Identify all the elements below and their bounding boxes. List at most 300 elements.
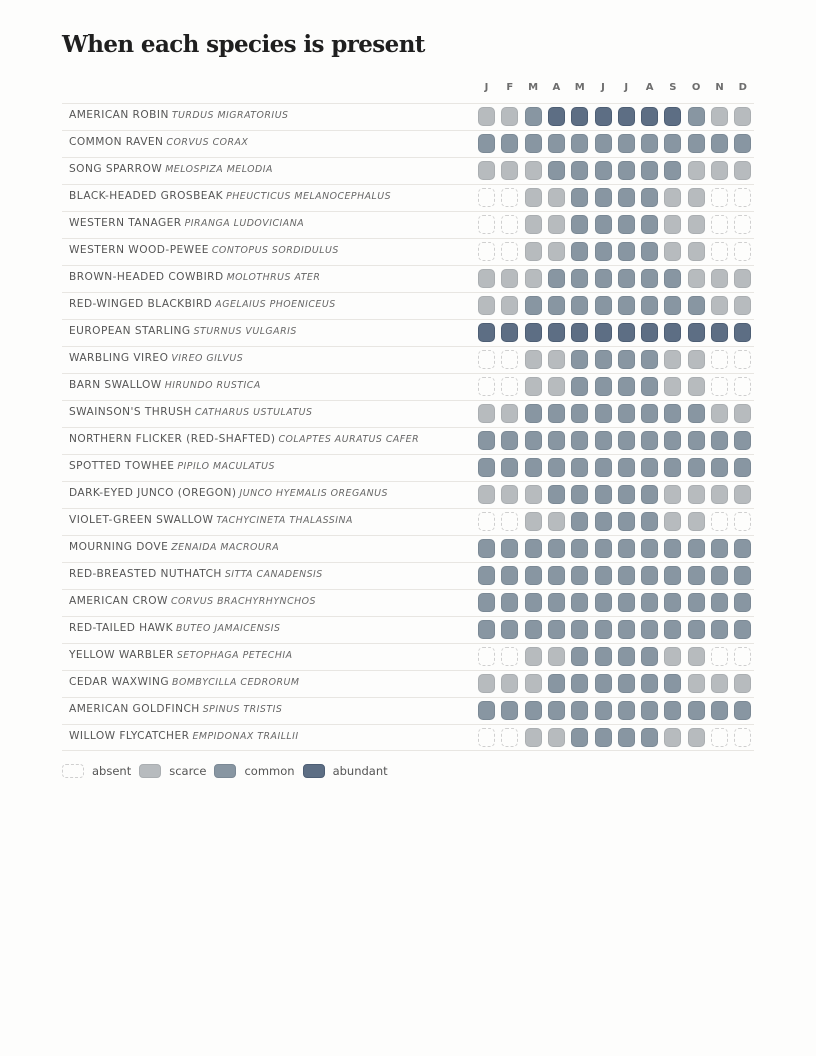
species-common-name: AMERICAN CROW <box>69 595 168 607</box>
month-label: M <box>574 82 585 93</box>
presence-cell <box>571 647 588 666</box>
presence-cell <box>641 485 658 504</box>
presence-cell <box>571 323 588 342</box>
presence-cell <box>525 431 542 450</box>
species-label <box>69 541 279 553</box>
presence-cell <box>688 701 705 720</box>
presence-cell <box>548 323 565 342</box>
presence-cell <box>734 350 751 369</box>
presence-cell <box>548 296 565 315</box>
presence-cell <box>618 431 635 450</box>
presence-cell <box>548 458 565 477</box>
presence-cell <box>734 620 751 639</box>
species-common-name: DARK-EYED JUNCO (OREGON) <box>69 487 237 499</box>
species-common-name: BROWN-HEADED COWBIRD <box>69 271 224 283</box>
species-row <box>62 292 754 319</box>
presence-cell <box>618 620 635 639</box>
presence-cell <box>641 134 658 153</box>
presence-cell <box>571 728 588 747</box>
presence-cell <box>525 269 542 288</box>
presence-cell <box>501 512 518 531</box>
species-latin-name: SETOPHAGA PETECHIA <box>176 650 293 661</box>
presence-cell <box>571 404 588 423</box>
species-common-name: WESTERN WOOD-PEWEE <box>69 244 209 256</box>
presence-cell <box>734 107 751 126</box>
presence-cell <box>595 215 612 234</box>
presence-cell <box>595 350 612 369</box>
presence-cell <box>571 215 588 234</box>
species-common-name: RED-BREASTED NUTHATCH <box>69 568 222 580</box>
presence-cell <box>478 431 495 450</box>
presence-cell <box>525 512 542 531</box>
presence-cell <box>641 107 658 126</box>
month-label: A <box>645 82 654 93</box>
presence-cell <box>688 107 705 126</box>
presence-cell <box>571 242 588 261</box>
species-row <box>62 103 754 130</box>
presence-cell <box>478 188 495 207</box>
presence-cell <box>641 404 658 423</box>
presence-cell <box>688 269 705 288</box>
presence-cell <box>525 593 542 612</box>
presence-cell <box>501 485 518 504</box>
presence-cell <box>688 593 705 612</box>
species-label <box>69 136 248 148</box>
presence-cell <box>548 431 565 450</box>
presence-cell <box>595 134 612 153</box>
species-row <box>62 427 754 454</box>
presence-cell <box>595 485 612 504</box>
presence-cell <box>641 188 658 207</box>
presence-cell <box>478 458 495 477</box>
presence-cell <box>664 674 681 693</box>
presence-cell <box>571 620 588 639</box>
presence-cell <box>688 404 705 423</box>
presence-cell <box>501 323 518 342</box>
species-label <box>69 568 323 580</box>
presence-cell <box>734 566 751 585</box>
presence-cell <box>734 404 751 423</box>
presence-cell <box>688 242 705 261</box>
species-latin-name: PHEUCTICUS MELANOCEPHALUS <box>226 191 392 202</box>
presence-cell <box>711 512 728 531</box>
presence-cell <box>711 566 728 585</box>
presence-cell <box>595 296 612 315</box>
presence-cell <box>641 350 658 369</box>
presence-cell <box>525 674 542 693</box>
presence-cell <box>711 404 728 423</box>
presence-cell <box>688 674 705 693</box>
presence-cell <box>688 539 705 558</box>
presence-cell <box>571 593 588 612</box>
month-label: O <box>691 82 701 93</box>
presence-cell <box>734 377 751 396</box>
presence-cell <box>641 620 658 639</box>
presence-cell <box>734 728 751 747</box>
presence-cell <box>548 269 565 288</box>
species-common-name: BARN SWALLOW <box>69 379 162 391</box>
species-latin-name: TACHYCINETA THALASSINA <box>216 515 353 526</box>
species-row <box>62 265 754 292</box>
species-latin-name: SITTA CANADENSIS <box>224 569 323 580</box>
presence-cell <box>478 647 495 666</box>
presence-cell <box>501 404 518 423</box>
species-latin-name: VIREO GILVUS <box>171 353 244 364</box>
presence-cell <box>501 566 518 585</box>
presence-cell <box>688 296 705 315</box>
species-latin-name: BUTEO JAMAICENSIS <box>176 623 281 634</box>
legend-label: scarce <box>169 764 207 778</box>
presence-cell <box>571 458 588 477</box>
presence-cell <box>478 404 495 423</box>
presence-cell <box>734 431 751 450</box>
species-row <box>62 211 754 238</box>
presence-cell <box>711 431 728 450</box>
presence-cell <box>478 350 495 369</box>
presence-cell <box>571 350 588 369</box>
species-label <box>69 460 275 472</box>
species-common-name: COMMON RAVEN <box>69 136 164 148</box>
presence-cell <box>618 458 635 477</box>
presence-cell <box>525 701 542 720</box>
presence-cell <box>571 485 588 504</box>
presence-cell <box>548 647 565 666</box>
presence-cell <box>711 620 728 639</box>
presence-cell <box>618 323 635 342</box>
species-latin-name: STURNUS VULGARIS <box>193 326 297 337</box>
species-latin-name: AGELAIUS PHOENICEUS <box>215 299 336 310</box>
species-row <box>62 130 754 157</box>
species-common-name: WARBLING VIREO <box>69 352 169 364</box>
species-latin-name: ZENAIDA MACROURA <box>171 542 280 553</box>
species-row <box>62 238 754 265</box>
presence-cell <box>734 161 751 180</box>
presence-cell <box>478 674 495 693</box>
presence-cell <box>501 350 518 369</box>
presence-cell <box>734 242 751 261</box>
species-grid <box>62 103 754 751</box>
presence-cell <box>641 728 658 747</box>
presence-cell <box>641 458 658 477</box>
chart-title: When each species is present <box>62 31 425 58</box>
species-row <box>62 616 754 643</box>
presence-cell <box>664 188 681 207</box>
species-label <box>69 217 304 229</box>
presence-cell <box>525 566 542 585</box>
presence-cell <box>688 620 705 639</box>
presence-cell <box>618 107 635 126</box>
presence-cell <box>688 161 705 180</box>
presence-cell <box>664 566 681 585</box>
species-label <box>69 244 339 256</box>
presence-cell <box>548 134 565 153</box>
presence-cell <box>711 161 728 180</box>
presence-cell <box>571 296 588 315</box>
presence-cell <box>478 377 495 396</box>
presence-cell <box>618 242 635 261</box>
species-latin-name: JUNCO HYEMALIS OREGANUS <box>239 488 388 499</box>
presence-cell <box>595 242 612 261</box>
presence-cell <box>478 107 495 126</box>
presence-cell <box>501 431 518 450</box>
presence-cell <box>711 701 728 720</box>
legend-swatch <box>62 764 84 778</box>
presence-cell <box>548 188 565 207</box>
species-common-name: WESTERN TANAGER <box>69 217 182 229</box>
presence-cell <box>525 296 542 315</box>
presence-cell <box>478 215 495 234</box>
species-label <box>69 487 388 499</box>
species-row <box>62 319 754 346</box>
species-row <box>62 562 754 589</box>
presence-cell <box>641 242 658 261</box>
legend-label: absent <box>92 764 132 778</box>
species-latin-name: CORVUS BRACHYRHYNCHOS <box>170 596 316 607</box>
species-latin-name: SPINUS TRISTIS <box>202 704 283 715</box>
presence-cell <box>548 566 565 585</box>
species-latin-name: CONTOPUS SORDIDULUS <box>211 245 339 256</box>
presence-cell <box>664 593 681 612</box>
presence-cell <box>734 296 751 315</box>
presence-cell <box>711 377 728 396</box>
presence-cell <box>711 728 728 747</box>
month-label: N <box>715 82 724 93</box>
presence-cell <box>595 161 612 180</box>
presence-cell <box>501 107 518 126</box>
presence-cell <box>571 512 588 531</box>
presence-cell <box>618 485 635 504</box>
month-label: D <box>738 82 747 93</box>
presence-cell <box>571 701 588 720</box>
presence-cell <box>641 323 658 342</box>
presence-cell <box>548 701 565 720</box>
presence-cell <box>525 134 542 153</box>
species-row <box>62 724 754 751</box>
presence-cell <box>478 323 495 342</box>
species-common-name: BLACK-HEADED GROSBEAK <box>69 190 224 202</box>
presence-cell <box>548 215 565 234</box>
species-row <box>62 589 754 616</box>
presence-cell <box>595 431 612 450</box>
legend-item <box>303 764 388 778</box>
presence-cell <box>664 512 681 531</box>
presence-cell <box>711 188 728 207</box>
presence-cell <box>688 647 705 666</box>
presence-cell <box>734 701 751 720</box>
presence-cell <box>618 188 635 207</box>
species-row <box>62 697 754 724</box>
presence-cell <box>734 134 751 153</box>
presence-cell <box>664 107 681 126</box>
species-label <box>69 406 312 418</box>
presence-cell <box>664 296 681 315</box>
presence-cell <box>641 431 658 450</box>
species-latin-name: HIRUNDO RUSTICA <box>164 380 261 391</box>
presence-cell <box>641 512 658 531</box>
presence-cell <box>618 161 635 180</box>
presence-cell <box>501 701 518 720</box>
presence-cell <box>501 593 518 612</box>
presence-cell <box>618 296 635 315</box>
presence-cell <box>711 593 728 612</box>
presence-cell <box>734 539 751 558</box>
species-label <box>69 514 353 526</box>
presence-cell <box>641 593 658 612</box>
presence-cell <box>664 134 681 153</box>
legend-label: common <box>244 764 295 778</box>
presence-cell <box>478 296 495 315</box>
presence-cell <box>478 485 495 504</box>
presence-cell <box>641 674 658 693</box>
presence-cell <box>711 242 728 261</box>
presence-cell <box>478 512 495 531</box>
species-latin-name: PIRANGA LUDOVICIANA <box>184 218 305 229</box>
species-common-name: SONG SPARROW <box>69 163 163 175</box>
presence-cell <box>641 539 658 558</box>
species-common-name: SPOTTED TOWHEE <box>69 460 175 472</box>
species-label <box>69 109 289 121</box>
presence-cell <box>664 458 681 477</box>
species-latin-name: BOMBYCILLA CEDRORUM <box>172 677 300 688</box>
species-row <box>62 481 754 508</box>
presence-cell <box>664 539 681 558</box>
presence-cell <box>711 107 728 126</box>
presence-cell <box>501 620 518 639</box>
presence-cell <box>711 674 728 693</box>
presence-cell <box>664 620 681 639</box>
presence-cell <box>618 566 635 585</box>
species-common-name: MOURNING DOVE <box>69 541 169 553</box>
month-label: J <box>484 82 489 93</box>
presence-cell <box>618 377 635 396</box>
presence-cell <box>571 161 588 180</box>
species-label <box>69 352 243 364</box>
presence-cell <box>571 269 588 288</box>
species-label <box>69 649 293 661</box>
presence-cell <box>501 728 518 747</box>
presence-cell <box>548 161 565 180</box>
species-common-name: SWAINSON'S THRUSH <box>69 406 192 418</box>
presence-cell <box>618 134 635 153</box>
presence-cell <box>548 620 565 639</box>
presence-cell <box>734 512 751 531</box>
presence-cell <box>688 728 705 747</box>
presence-cell <box>548 512 565 531</box>
presence-cell <box>478 161 495 180</box>
presence-cell <box>664 215 681 234</box>
presence-cell <box>641 566 658 585</box>
species-common-name: VIOLET-GREEN SWALLOW <box>69 514 214 526</box>
presence-cell <box>688 431 705 450</box>
presence-cell <box>525 350 542 369</box>
presence-cell <box>664 647 681 666</box>
presence-cell <box>618 215 635 234</box>
species-row <box>62 454 754 481</box>
presence-cell <box>525 485 542 504</box>
presence-cell <box>641 269 658 288</box>
presence-cell <box>688 350 705 369</box>
presence-cell <box>525 188 542 207</box>
presence-cell <box>734 458 751 477</box>
presence-cell <box>664 242 681 261</box>
legend-item <box>139 764 206 778</box>
presence-cell <box>478 701 495 720</box>
presence-cell <box>734 269 751 288</box>
presence-cell <box>664 269 681 288</box>
presence-cell <box>478 539 495 558</box>
species-latin-name: MELOSPIZA MELODIA <box>165 164 273 175</box>
species-label <box>69 190 391 202</box>
species-label <box>69 622 280 634</box>
presence-cell <box>711 269 728 288</box>
legend-item <box>62 764 131 778</box>
presence-cell <box>688 458 705 477</box>
presence-cell <box>618 512 635 531</box>
species-common-name: YELLOW WARBLER <box>69 649 174 661</box>
presence-cell <box>664 404 681 423</box>
presence-cell <box>478 566 495 585</box>
presence-cell <box>548 674 565 693</box>
presence-cell <box>548 539 565 558</box>
presence-cell <box>734 485 751 504</box>
presence-cell <box>688 485 705 504</box>
presence-cell <box>711 539 728 558</box>
presence-cell <box>688 188 705 207</box>
presence-cell <box>501 161 518 180</box>
presence-cell <box>501 647 518 666</box>
presence-cell <box>525 215 542 234</box>
presence-cell <box>711 485 728 504</box>
species-row <box>62 670 754 697</box>
presence-cell <box>688 323 705 342</box>
presence-cell <box>734 323 751 342</box>
presence-cell <box>478 134 495 153</box>
presence-cell <box>664 431 681 450</box>
presence-cell <box>618 350 635 369</box>
presence-cell <box>664 377 681 396</box>
presence-cell <box>595 728 612 747</box>
presence-cell <box>664 728 681 747</box>
presence-cell <box>595 323 612 342</box>
month-label: M <box>528 82 539 93</box>
month-label: S <box>669 82 677 93</box>
legend-label: abundant <box>332 764 388 778</box>
presence-cell <box>641 161 658 180</box>
presence-cell <box>501 458 518 477</box>
presence-cell <box>734 647 751 666</box>
species-label <box>69 163 273 175</box>
species-row <box>62 535 754 562</box>
presence-cell <box>525 458 542 477</box>
species-common-name: CEDAR WAXWING <box>69 676 170 688</box>
species-label <box>69 271 320 283</box>
species-common-name: AMERICAN ROBIN <box>69 109 169 121</box>
presence-cell <box>595 107 612 126</box>
presence-cell <box>595 377 612 396</box>
species-label <box>69 703 282 715</box>
presence-cell <box>711 215 728 234</box>
presence-cell <box>478 242 495 261</box>
presence-cell <box>548 242 565 261</box>
presence-cell <box>501 269 518 288</box>
presence-cell <box>641 647 658 666</box>
presence-cell <box>618 269 635 288</box>
species-row <box>62 400 754 427</box>
presence-cell <box>664 323 681 342</box>
presence-cell <box>688 566 705 585</box>
presence-cell <box>571 107 588 126</box>
presence-cell <box>664 350 681 369</box>
